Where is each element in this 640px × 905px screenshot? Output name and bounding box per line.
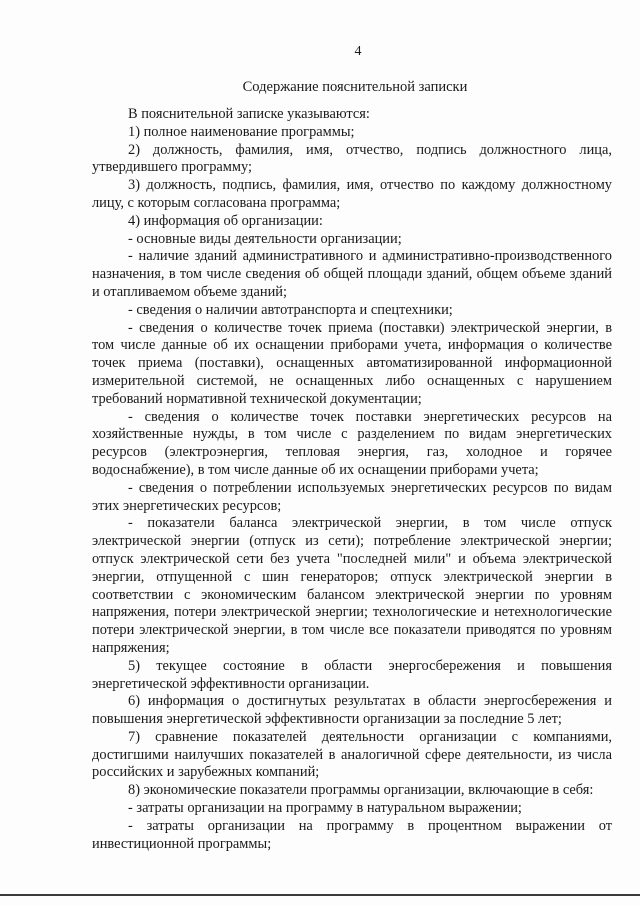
paragraph: - сведения о количестве точек приема (поставки) электрической энергии, в том числе данные об их оснащении приборами учета, информация о количестве точек приема (поставки), оснащенных автоматизированной информационной измерительной системой, не оснащенных либо оснащенных с нарушением требований нормативной технической документации; [92,319,612,407]
paragraph: 1) полное наименование программы; [128,123,355,140]
paragraph: 5) текущее состояние в области энергосбережения и повышения энергетической эффективности организации. [92,657,612,692]
paragraph: - сведения о потреблении используемых энергетических ресурсов по видам этих энергетических ресурсов; [92,479,612,514]
paragraph: - затраты организации на программу в натуральном выражении; [128,800,522,817]
paragraph: - сведения о наличии автотранспорта и спецтехники; [128,301,453,318]
paragraph: - сведения о количестве точек поставки энергетических ресурсов на хозяйственные нужды, в том числе с разделением по видам энергетических ресурсов (электроэнергия, тепловая энергия, газ, холодное и горячее водоснабжение), в том числе данные об их оснащении приборами учета; [92,408,612,478]
paragraph: 7) сравнение показателей деятельности организации с компаниями, достигшими наилучших показателей в аналогичной сфере деятельности, из числа российских и зарубежных компаний; [92,728,612,781]
paragraph: - показатели баланса электрической энергии, в том числе отпуск электрической энергии (отпуск из сети); потребление электрической энергии; отпуск электрической сети без учета "последней мили" и объема электрической энергии, отпущенной с шин генераторов; отпуск электрической энергии в соответствии с экономическим балансом электрической энергии по уровням напряжения, потери электрической энергии; технологические и нетехнологические потери электрической энергии, в том числе все показатели приводятся по уровням напряжения; [92,515,612,656]
paragraph: 6) информация о достигнутых результатах в области энергосбережения и повышения энергетической эффективности организации за последние 5 лет; [92,693,612,728]
paragraph: 4) информация об организации: [128,212,323,229]
page-number: 4 [354,44,362,59]
document-body [92,106,612,853]
paragraph: 3) должность, подпись, фамилия, имя, отчество по каждому должностному лицу, с которым согласована программа; [92,177,612,211]
paragraph: 2) должность, фамилия, имя, отчество, подпись должностного лица, утвердившего программу; [92,141,612,176]
scan-edge-line [0,894,640,896]
paragraph: - затраты организации на программу в процентном выражении от инвестиционной программы; [92,817,612,852]
document-title: Содержание пояснительной записки [242,79,468,95]
paragraph: В пояснительной записке указываются: [128,106,370,122]
paragraph: - основные виды деятельности организации; [128,230,402,247]
paragraph: 8) экономические показатели программы организации, включающие в себя: [128,782,594,799]
paragraph: - наличие зданий административного и административно-производственного назначения, в том числе сведения об общей площади зданий, общем объеме зданий и отапливаемом объеме зданий; [92,248,612,300]
